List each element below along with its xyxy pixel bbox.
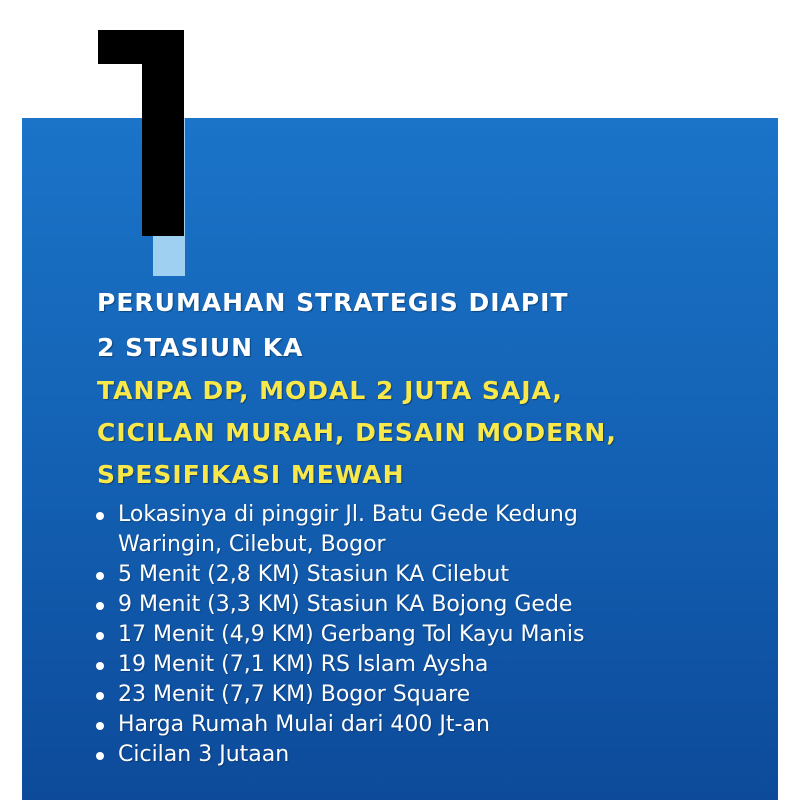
list-item: 17 Menit (4,9 KM) Gerbang Tol Kayu Manis	[92, 620, 672, 650]
bullet-icon	[96, 602, 104, 610]
list-item: 5 Menit (2,8 KM) Stasiun KA Cilebut	[92, 560, 672, 590]
bullet-icon	[96, 572, 104, 580]
bullet-icon	[96, 722, 104, 730]
bullet-icon	[96, 692, 104, 700]
headline-line-3: TANPA DP, MODAL 2 JUTA SAJA,	[97, 376, 563, 405]
list-item: 9 Menit (3,3 KM) Stasiun KA Bojong Gede	[92, 590, 672, 620]
bullet-icon	[96, 632, 104, 640]
headline-line-1: PERUMAHAN STRATEGIS DIAPIT	[97, 288, 569, 317]
bullet-icon	[96, 512, 104, 520]
list-item: 19 Menit (7,1 KM) RS Islam Aysha	[92, 650, 672, 680]
feature-list	[92, 500, 672, 770]
list-item: Harga Rumah Mulai dari 400 Jt-an	[92, 710, 672, 740]
list-item: Cicilan 3 Jutaan	[92, 740, 672, 770]
list-item: Lokasinya di pinggir Jl. Batu Gede Kedung Waringin, Cilebut, Bogor	[92, 500, 672, 560]
bullet-icon	[96, 662, 104, 670]
bullet-icon	[96, 752, 104, 760]
headline-line-4: CICILAN MURAH, DESAIN MODERN,	[97, 418, 617, 447]
headline-line-2: 2 STASIUN KA	[97, 333, 304, 362]
list-item: 23 Menit (7,7 KM) Bogor Square	[92, 680, 672, 710]
numeral-one-icon	[98, 30, 184, 240]
headline-line-5: SPESIFIKASI MEWAH	[97, 460, 405, 489]
step-number	[98, 30, 190, 250]
